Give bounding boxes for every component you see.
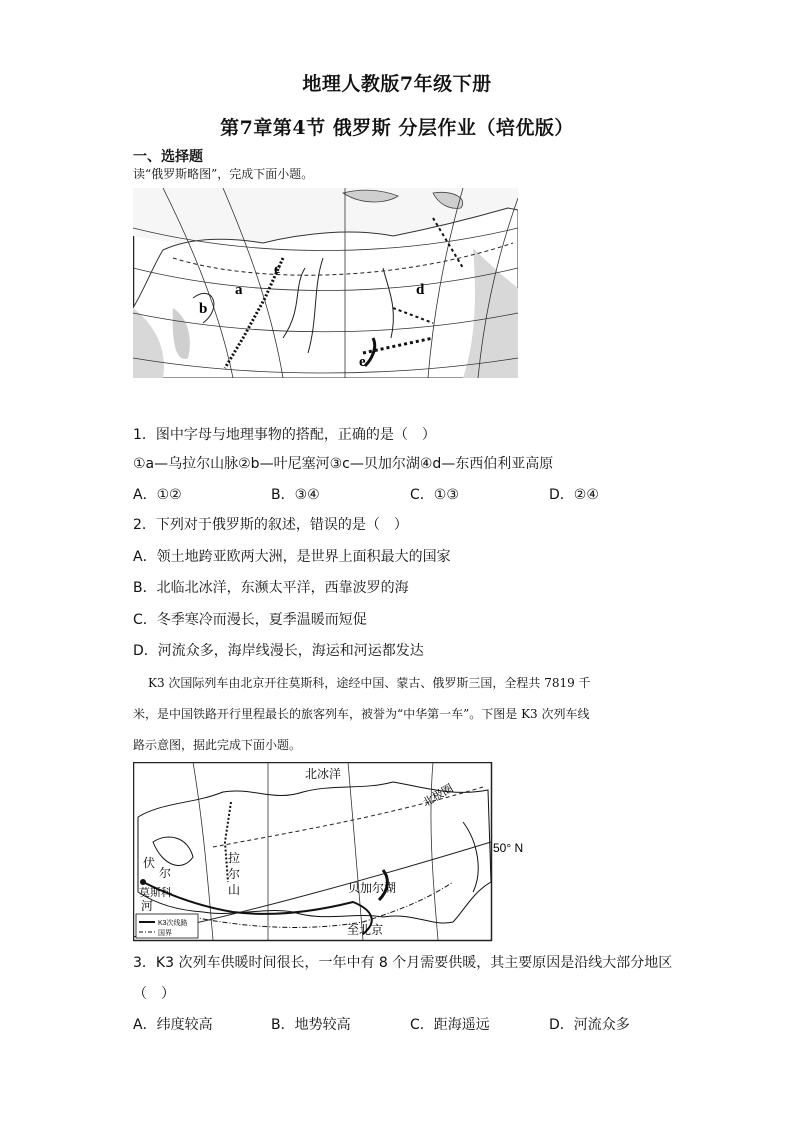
k3-route-map-graphic [133, 762, 528, 942]
map1-label-d: d [416, 282, 425, 298]
intro-k3-line1: K3 次国际列车由北京开往莫斯科，途经中国、蒙古、俄罗斯三国，全程共 7819 千 [148, 676, 591, 690]
map1-label-b: b [199, 301, 208, 317]
map1-label-c: c [274, 262, 281, 277]
q3-option-b[interactable]: B．地势较高 [271, 1017, 351, 1033]
map2-volga-label-2: 尔 [159, 866, 172, 880]
q3-stem: 3．K3 次列车供暖时间很长，一年中有 8 个月需要供暖，其主要原因是沿线大部分地区 [133, 955, 673, 971]
map2-legend-route: K3次线路 [158, 920, 188, 927]
q3-option-c[interactable]: C．距海遥远 [410, 1017, 490, 1033]
q2-option-b[interactable]: B．北临北冰洋，东濒太平洋，西靠波罗的海 [133, 580, 409, 596]
q1-items: ①a—乌拉尔山脉②b—叶尼塞河③c—贝加尔湖④d—东西伯利亚高原 [133, 456, 554, 472]
map2-ocean-label: 北冰洋 [305, 767, 342, 781]
q1-option-d[interactable]: D．②④ [549, 487, 599, 503]
map2-ural-label-2: 尔 [228, 867, 241, 881]
section-heading: 一、选择题 [133, 149, 203, 165]
map2-volga-label-3: 河 [141, 899, 154, 913]
k3-route-map [133, 762, 528, 942]
map1-label-a: a [235, 282, 243, 298]
q1-stem: 1．图中字母与地理事物的搭配，正确的是（ ） [133, 427, 436, 443]
map2-ural-label-3: 山 [228, 883, 241, 897]
intro-k3-line3: 路示意图，据此完成下面小题。 [133, 738, 302, 752]
map2-moscow-label: 莫斯科 [139, 887, 172, 899]
map2-ural-label-1: 拉 [228, 851, 241, 865]
document-subtitle: 第7章第4节 俄罗斯 分层作业（培优版） [220, 117, 574, 139]
q1-option-a[interactable]: A．①② [133, 487, 182, 503]
map2-circle-label: 北极圈 [420, 782, 456, 810]
intro-k3-line2: 米，是中国铁路开行里程最长的旅客列车，被誉为“中华第一车”。下图是 K3 次列车线 [133, 707, 590, 721]
russia-map-graphic [133, 188, 518, 378]
document-title: 地理人教版7年级下册 [302, 73, 492, 95]
q3-option-a[interactable]: A．纬度较高 [133, 1017, 213, 1033]
intro-map1: 读“俄罗斯略图”，完成下面小题。 [133, 167, 314, 181]
q2-stem: 2．下列对于俄罗斯的叙述，错误的是（ ） [133, 517, 408, 533]
q3-option-d[interactable]: D．河流众多 [549, 1017, 630, 1033]
q3-paren: （ ） [133, 986, 175, 1002]
q1-option-b[interactable]: B．③④ [271, 487, 320, 503]
map2-lake-label: 贝加尔湖 [348, 881, 397, 895]
map1-label-e: e [359, 354, 366, 370]
map2-lat-label: 50° N [493, 841, 524, 855]
q1-option-c[interactable]: C．①③ [410, 487, 459, 503]
russia-map [133, 188, 518, 378]
map2-beijing-label: 至北京 [347, 923, 384, 937]
map2-volga-label-1: 伏 [143, 856, 156, 870]
q2-option-d[interactable]: D．河流众多，海岸线漫长，海运和河运都发达 [133, 643, 424, 659]
map2-legend-border: 国界 [158, 930, 172, 937]
q2-option-c[interactable]: C．冬季寒冷而漫长，夏季温暖而短促 [133, 612, 367, 628]
q2-option-a[interactable]: A．领土地跨亚欧两大洲，是世界上面积最大的国家 [133, 549, 451, 565]
